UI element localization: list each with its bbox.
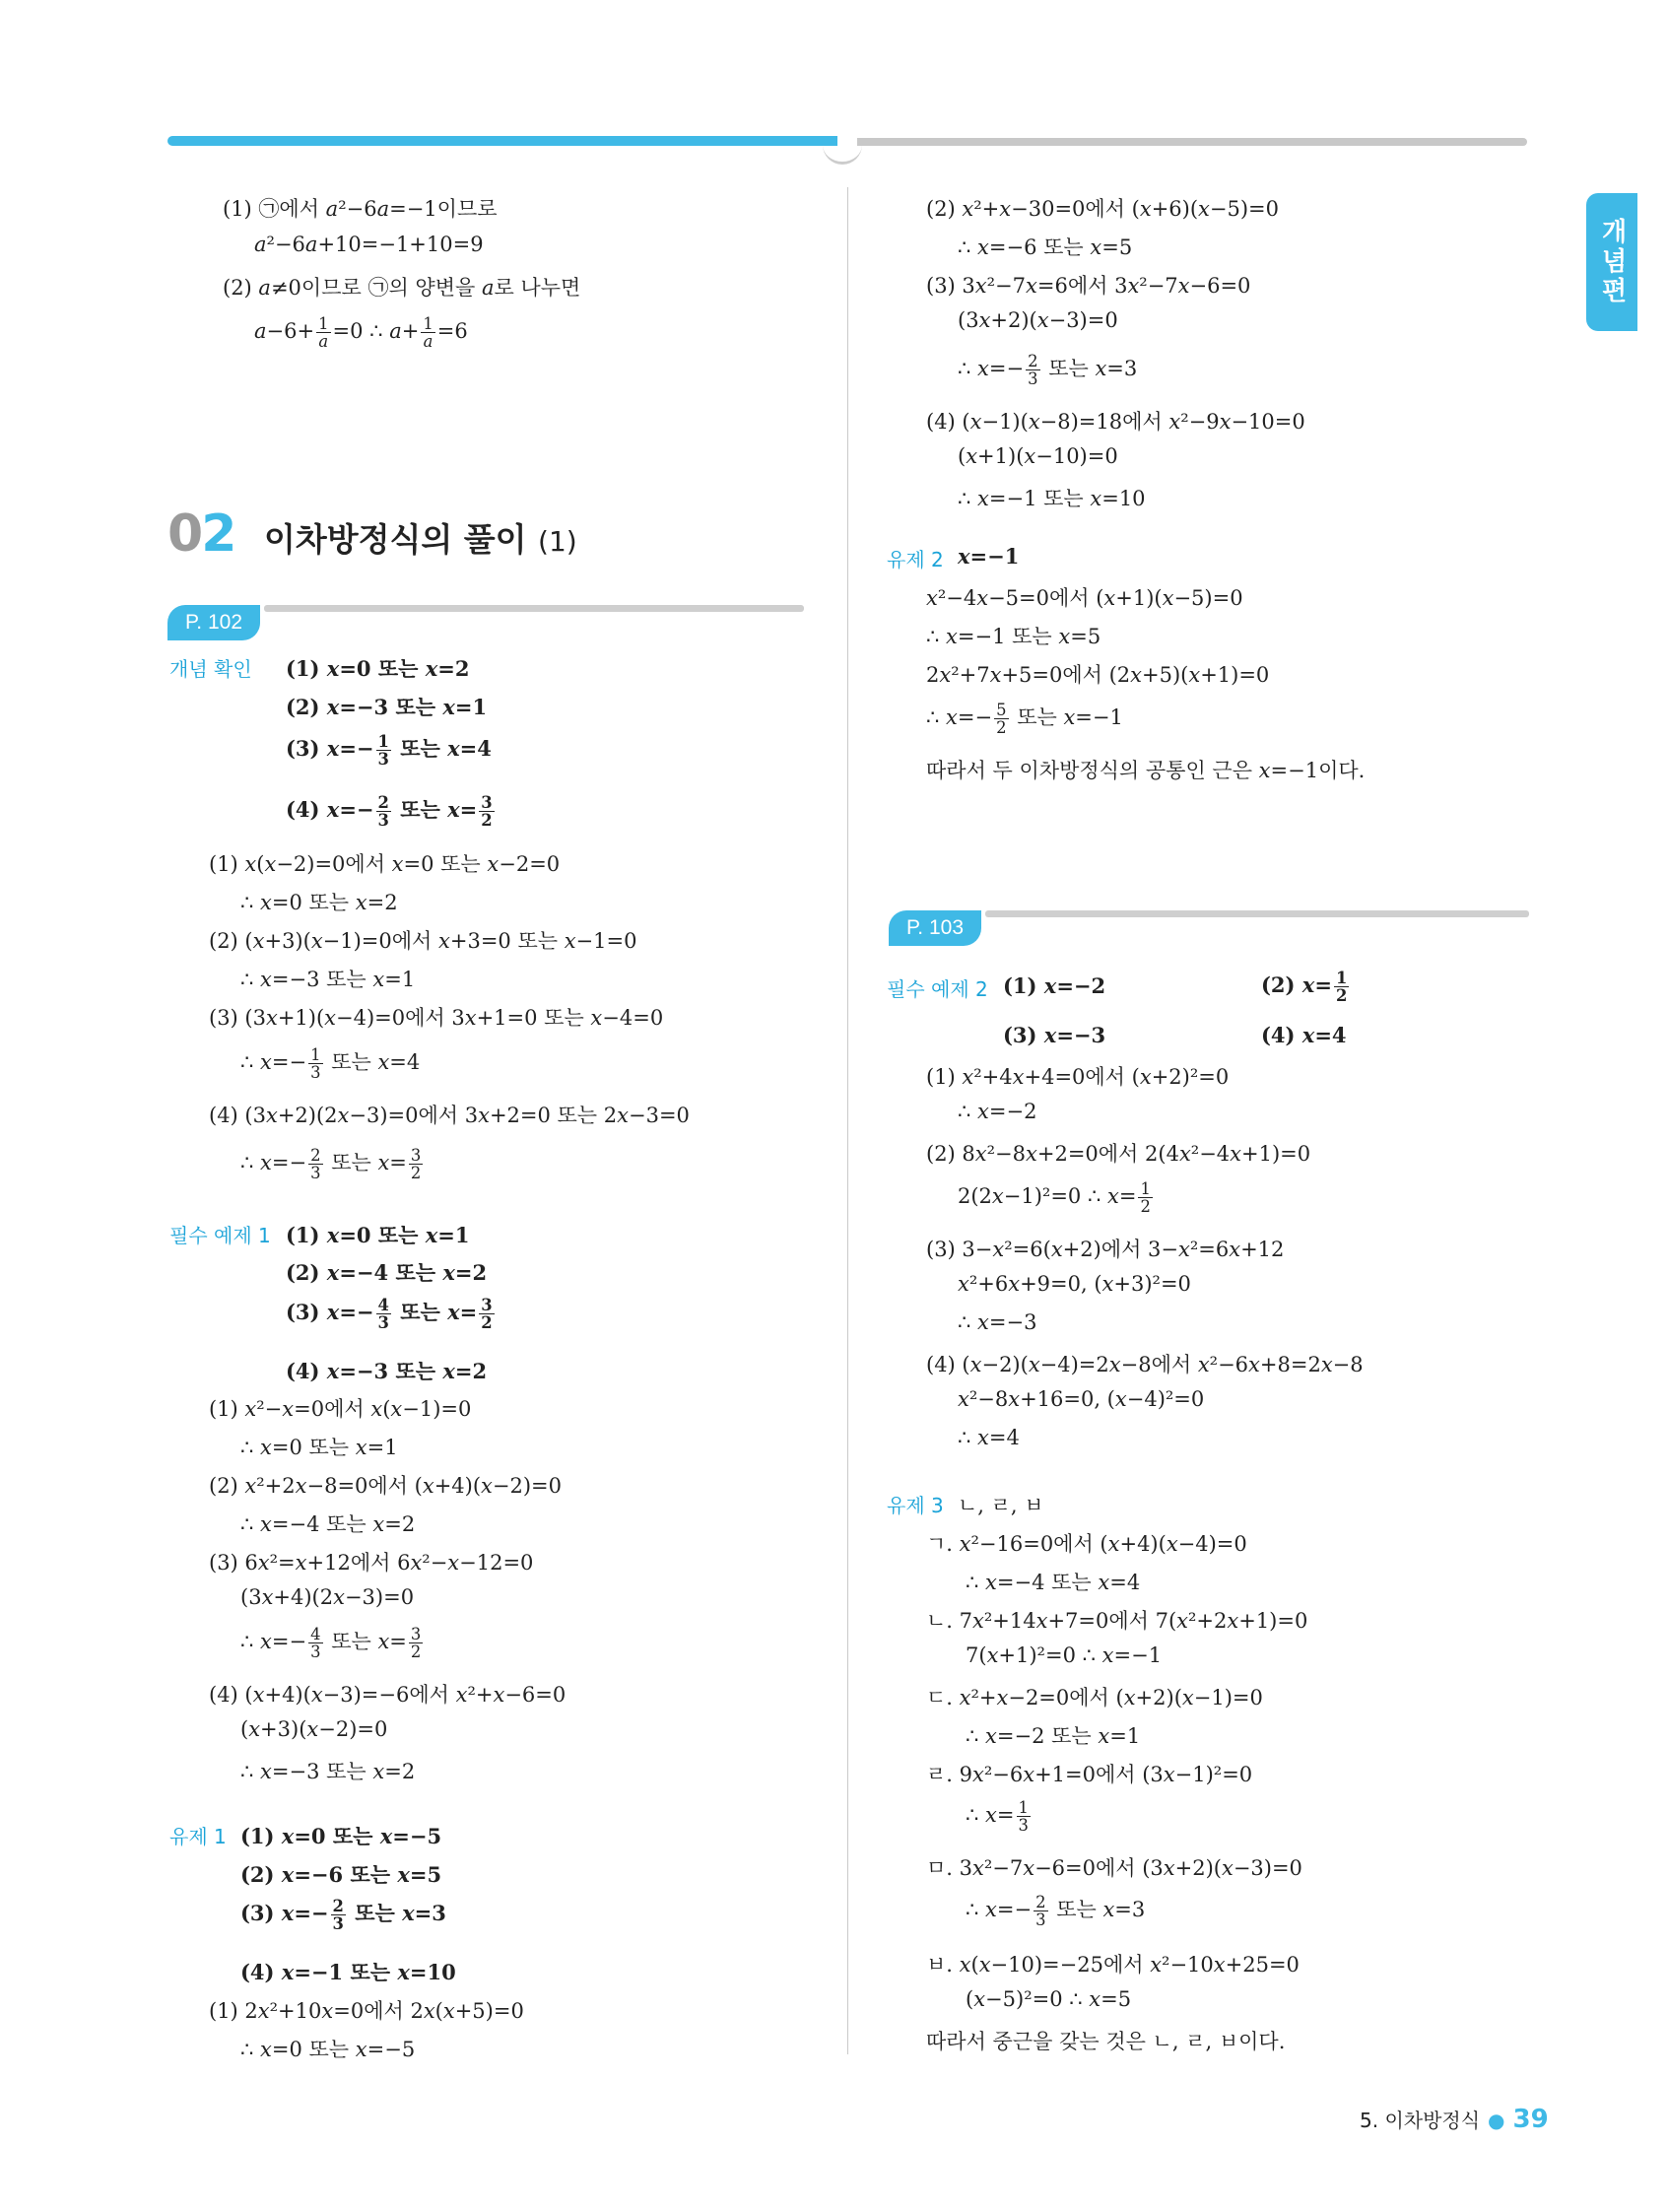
answer-line: (2) x=−3 또는 x=1	[286, 695, 488, 719]
solution-line: (3x+4)(2x−3)=0	[240, 1585, 415, 1609]
solution-line: (3) (3x+1)(x−4)=0에서 3x+1=0 또는 x−4=0	[209, 1006, 664, 1030]
solution-line: ∴ x=4	[958, 1426, 1020, 1449]
label-pilsu2: 필수 예제 2	[887, 977, 988, 1001]
solution-line: ㄹ. 9x²−6x+1=0에서 (3x−1)²=0	[926, 1763, 1253, 1786]
solution-line: ∴ x=− $\frac{5}{2}$ 또는 x=−1	[926, 701, 1123, 738]
header-notch	[823, 140, 862, 165]
solution-line: a−6+ $\frac{1}{a}$ =0 ∴ a+ $\frac{1}{a}$ =6	[254, 314, 468, 352]
solution-line: ∴ x=−1 또는 x=5	[926, 625, 1101, 648]
section-title-text: 이차방정식의 풀이	[264, 520, 527, 559]
answer-line: (4) x=4	[1261, 1023, 1347, 1047]
solution-line: x²−8x+16=0, (x−4)²=0	[958, 1387, 1205, 1411]
solution-line: ∴ x=−4 또는 x=4	[966, 1571, 1141, 1594]
solution-line: ∴ x=−4 또는 x=2	[240, 1512, 416, 1536]
solution-line: (1) x²−x=0에서 x(x−1)=0	[209, 1397, 472, 1421]
solution-line: 2(2x−1)²=0 ∴ x= $\frac{1}{2}$	[958, 1179, 1151, 1217]
solution-line: ∴ x=−2	[958, 1100, 1037, 1123]
label-yuje1: 유제 1	[169, 1825, 227, 1848]
label-yuje3: 유제 3	[887, 1494, 944, 1517]
side-tab[interactable]: 개념편	[1586, 193, 1637, 331]
solution-line: (2) x²+2x−8=0에서 (x+4)(x−2)=0	[209, 1474, 562, 1498]
solution-line: ∴ x= $\frac{1}{3}$	[966, 1798, 1029, 1836]
solution-line: ∴ x=−3 또는 x=1	[240, 968, 416, 991]
solution-line: ∴ x=−1 또는 x=10	[958, 487, 1146, 510]
label-gaenyeom: 개념 확인	[169, 657, 252, 681]
pill-line-102	[264, 605, 804, 612]
solution-line: ㄴ. 7x²+14x+7=0에서 7(x²+2x+1)=0	[926, 1609, 1308, 1633]
yuje2-answer: x=−1	[958, 544, 1020, 569]
solution-line: (x+3)(x−2)=0	[240, 1717, 388, 1741]
solution-line: a²−6a+10=−1+10=9	[254, 233, 484, 256]
header-bar-left	[167, 136, 837, 146]
answer-line: (1) x=0 또는 x=2	[286, 656, 470, 681]
solution-line: x²−4x−5=0에서 (x+1)(x−5)=0	[926, 586, 1243, 610]
solution-line: (2) a≠0이므로 ㉠의 양변을 a로 나누면	[223, 276, 581, 300]
solution-line: ∴ x=− $\frac{1}{3}$ 또는 x=4	[240, 1045, 421, 1083]
solution-line: ㅂ. x(x−10)=−25에서 x²−10x+25=0	[926, 1953, 1300, 1977]
solution-line: x²+6x+9=0, (x+3)²=0	[958, 1272, 1191, 1296]
header-bar-right	[857, 138, 1527, 146]
solution-line: ∴ x=− $\frac{2}{3}$ 또는 x=3	[966, 1893, 1146, 1930]
solution-line: (x+1)(x−10)=0	[958, 444, 1118, 468]
footer-chapter: 5. 이차방정식	[1360, 2109, 1481, 2132]
solution-line: ∴ x=−6 또는 x=5	[958, 235, 1133, 259]
page-pill-103: P. 103	[889, 910, 981, 946]
solution-line: ∴ x=0 또는 x=−5	[240, 2038, 416, 2061]
yuje3-answer: ㄴ, ㄹ, ㅂ	[958, 1494, 1044, 1517]
solution-line: (4) (3x+2)(2x−3)=0에서 3x+2=0 또는 2x−3=0	[209, 1104, 690, 1127]
solution-line: ∴ x=0 또는 x=2	[240, 891, 398, 914]
solution-line: (1) x(x−2)=0에서 x=0 또는 x−2=0	[209, 852, 561, 876]
section-title	[264, 514, 577, 561]
solution-line: 따라서 중근을 갖는 것은 ㄴ, ㄹ, ㅂ이다.	[926, 2030, 1286, 2053]
solution-line: (2) 8x²−8x+2=0에서 2(4x²−4x+1)=0	[926, 1142, 1311, 1166]
answer-line: (3) x=− $\frac{1}{3}$ 또는 x=4	[286, 732, 492, 770]
solution-line: 7(x+1)²=0 ∴ x=−1	[966, 1643, 1163, 1667]
section-title-suffix: (1)	[538, 525, 577, 558]
solution-line: ∴ x=− $\frac{4}{3}$ 또는 x= $\frac{3}{2}$	[240, 1625, 422, 1662]
solution-line: ∴ x=0 또는 x=1	[240, 1436, 398, 1459]
solution-line: (1) x²+4x+4=0에서 (x+2)²=0	[926, 1065, 1230, 1089]
solution-line: (4) (x−2)(x−4)=2x−8에서 x²−6x+8=2x−8	[926, 1353, 1364, 1376]
answer-line: (2) x= $\frac{1}{2}$	[1261, 969, 1348, 1006]
footer-dot: ●	[1488, 2109, 1505, 2132]
solution-line: (4) (x−1)(x−8)=18에서 x²−9x−10=0	[926, 410, 1305, 434]
solution-line: (2) (x+3)(x−1)=0에서 x+3=0 또는 x−1=0	[209, 929, 637, 953]
solution-line: (1) 2x²+10x=0에서 2x(x+5)=0	[209, 1999, 524, 2023]
label-yuje2	[887, 544, 944, 572]
solution-line: 따라서 두 이차방정식의 공통인 근은 x=−1이다.	[926, 759, 1366, 782]
answer-line: (1) x=0 또는 x=−5	[240, 1824, 442, 1848]
solution-line: ∴ x=− $\frac{2}{3}$ 또는 x=3	[958, 352, 1138, 389]
solution-line: (x−5)²=0 ∴ x=5	[966, 1987, 1132, 2011]
answer-line: (3) x=−3	[1003, 1023, 1106, 1047]
answer-line: (1) x=0 또는 x=1	[286, 1223, 470, 1247]
solution-line: ∴ x=−3	[958, 1310, 1037, 1334]
footer-page-number: 39	[1512, 2105, 1549, 2134]
solution-line: ㄱ. x²−16=0에서 (x+4)(x−4)=0	[926, 1532, 1247, 1556]
answer-line: (3) x=− $\frac{2}{3}$ 또는 x=3	[240, 1897, 446, 1934]
solution-line: (3) 3x²−7x=6에서 3x²−7x−6=0	[926, 274, 1251, 298]
solution-line: (2) x²+x−30=0에서 (x+6)(x−5)=0	[926, 197, 1279, 221]
page-pill-102: P. 102	[167, 605, 260, 640]
solution-line: (3) 6x²=x+12에서 6x²−x−12=0	[209, 1551, 534, 1575]
solution-line: 2x²+7x+5=0에서 (2x+5)(x+1)=0	[926, 663, 1270, 687]
solution-line: (1) ㉠에서 a²−6a=−1이므로	[223, 197, 498, 221]
solution-line: (4) (x+4)(x−3)=−6에서 x²+x−6=0	[209, 1683, 567, 1707]
pill-line-103	[985, 910, 1529, 917]
section-number: 02	[167, 504, 235, 564]
answer-line: (1) x=−2	[1003, 973, 1106, 998]
answer-line: (2) x=−4 또는 x=2	[286, 1260, 488, 1285]
page-footer	[1360, 2105, 1549, 2134]
solution-line: ㄷ. x²+x−2=0에서 (x+2)(x−1)=0	[926, 1686, 1263, 1709]
answer-line: (4) x=−3 또는 x=2	[286, 1359, 488, 1383]
label-pilsu1: 필수 예제 1	[169, 1224, 271, 1247]
solution-line: ㅁ. 3x²−7x−6=0에서 (3x+2)(x−3)=0	[926, 1856, 1302, 1880]
solution-line: ∴ x=− $\frac{2}{3}$ 또는 x= $\frac{3}{2}$	[240, 1146, 422, 1183]
solution-line: (3x+2)(x−3)=0	[958, 308, 1118, 332]
answer-line: (2) x=−6 또는 x=5	[240, 1862, 442, 1887]
label-yuje2-text: 유제 2	[887, 548, 944, 571]
answer-line: (4) x=−1 또는 x=10	[240, 1960, 456, 1984]
solution-line: ∴ x=−3 또는 x=2	[240, 1760, 416, 1783]
solution-line: (3) 3−x²=6(x+2)에서 3−x²=6x+12	[926, 1238, 1285, 1261]
column-divider	[847, 187, 848, 2054]
solution-line: ∴ x=−2 또는 x=1	[966, 1724, 1141, 1748]
answer-line: (3) x=− $\frac{4}{3}$ 또는 x= $\frac{3}{2}$	[286, 1296, 493, 1333]
answer-line: (4) x=− $\frac{2}{3}$ 또는 x= $\frac{3}{2}$	[286, 793, 493, 831]
